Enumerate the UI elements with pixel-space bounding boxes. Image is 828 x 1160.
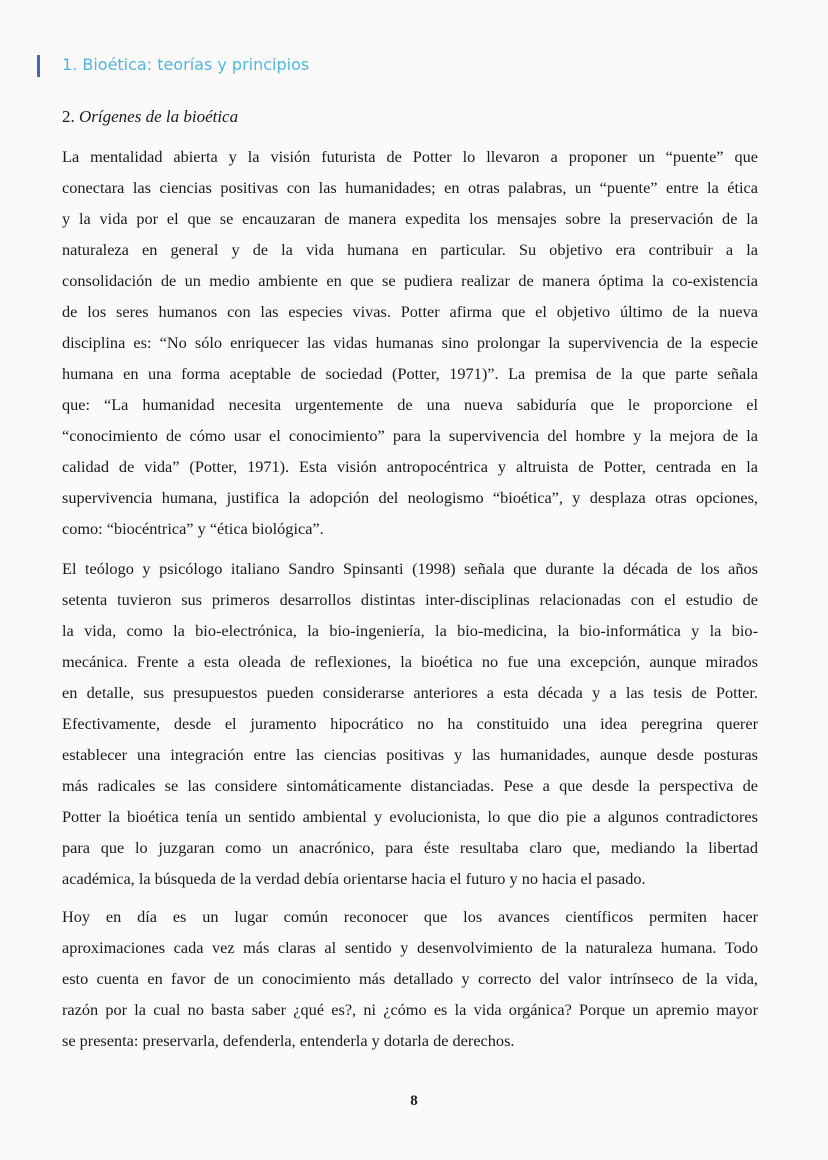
text-line: naturaleza en general y de la vida humana en particular. Su objetivo era contribuir a la xyxy=(62,240,758,259)
text-line: “conocimiento de cómo usar el conocimiento” para la supervivencia del hombre y la mejora de la xyxy=(62,426,758,445)
text-line: la vida, como la bio-electrónica, la bio-ingeniería, la bio-medicina, la bio-informática y la bio- xyxy=(62,621,758,640)
text-line: Potter la bioética tenía un sentido ambiental y evolucionista, lo que dio pie a algunos contradictores xyxy=(62,807,758,826)
text-line: esto cuenta en favor de un conocimiento más detallado y correcto del valor intrínseco de la vida, xyxy=(62,969,758,988)
text-line: La mentalidad abierta y la visión futurista de Potter lo llevaron a proponer un “puente” que xyxy=(62,147,758,166)
text-line: consolidación de un medio ambiente en que se pudiera realizar de manera óptima la co-existencia xyxy=(62,271,758,290)
paragraph-3 xyxy=(62,901,758,1056)
paragraph-2 xyxy=(62,553,758,894)
text-line: conectara las ciencias positivas con las humanidades; en otras palabras, un “puente” entre la ética xyxy=(62,178,758,197)
text-line: calidad de vida” (Potter, 1971). Esta visión antropocéntrica y altruista de Potter, centrada en la xyxy=(62,457,758,476)
text-line: que: “La humanidad necesita urgentemente de una nueva sabiduría que le proporcione el xyxy=(62,395,758,414)
section-heading xyxy=(62,107,238,127)
text-line: supervivencia humana, justifica la adopción del neologismo “bioética”, y desplaza otras opciones, xyxy=(62,488,758,507)
text-line: humana en una forma aceptable de sociedad (Potter, 1971)”. La premisa de la que parte señala xyxy=(62,364,758,383)
text-line: El teólogo y psicólogo italiano Sandro Spinsanti (1998) señala que durante la década de los años xyxy=(62,559,758,578)
text-line: establecer una integración entre las ciencias positivas y las humanidades, aunque desde posturas xyxy=(62,745,758,764)
header-accent-bar xyxy=(37,55,40,77)
text-line: razón por la cual no basta saber ¿qué es?, ni ¿cómo es la vida orgánica? Porque un apremio mayor xyxy=(62,1000,758,1019)
text-line: se presenta: preservarla, defenderla, entenderla y dotarla de derechos. xyxy=(62,1031,515,1050)
section-number: 2. xyxy=(62,107,75,126)
text-line: en detalle, sus presupuestos pueden considerarse anteriores a esta década y a las tesis de Potter. xyxy=(62,683,758,702)
text-line: más radicales se las considere sintomáticamente distanciadas. Pese a que desde la perspectiva de xyxy=(62,776,758,795)
text-line: Efectivamente, desde el juramento hipocrático no ha constituido una idea peregrina querer xyxy=(62,714,758,733)
page-number: 8 xyxy=(410,1093,418,1109)
chapter-header: 1. Bioética: teorías y principios xyxy=(62,55,310,74)
text-line: setenta tuvieron sus primeros desarrollos distintas inter-disciplinas relacionadas con el estudio de xyxy=(62,590,758,609)
text-line: para que lo juzgaran como un anacrónico, para éste resultaba claro que, mediando la libertad xyxy=(62,838,758,857)
text-line: y la vida por el que se encauzaran de manera expedita los mensajes sobre la preservación de la xyxy=(62,209,758,228)
paragraph-1 xyxy=(62,141,758,544)
text-line: como: “biocéntrica” y “ética biológica”. xyxy=(62,519,324,538)
text-line: disciplina es: “No sólo enriquecer las vidas humanas sino prolongar la supervivencia de la especie xyxy=(62,333,758,352)
text-line: Hoy en día es un lugar común reconocer que los avances científicos permiten hacer xyxy=(62,907,758,926)
text-line: académica, la búsqueda de la verdad debía orientarse hacia el futuro y no hacia el pasado. xyxy=(62,869,646,888)
text-line: aproximaciones cada vez más claras al sentido y desenvolvimiento de la naturaleza humana. Todo xyxy=(62,938,758,957)
text-line: de los seres humanos con las especies vivas. Potter afirma que el objetivo último de la nueva xyxy=(62,302,758,321)
text-line: mecánica. Frente a esta oleada de reflexiones, la bioética no fue una excepción, aunque mirados xyxy=(62,652,758,671)
section-title: Orígenes de la bioética xyxy=(79,107,239,126)
